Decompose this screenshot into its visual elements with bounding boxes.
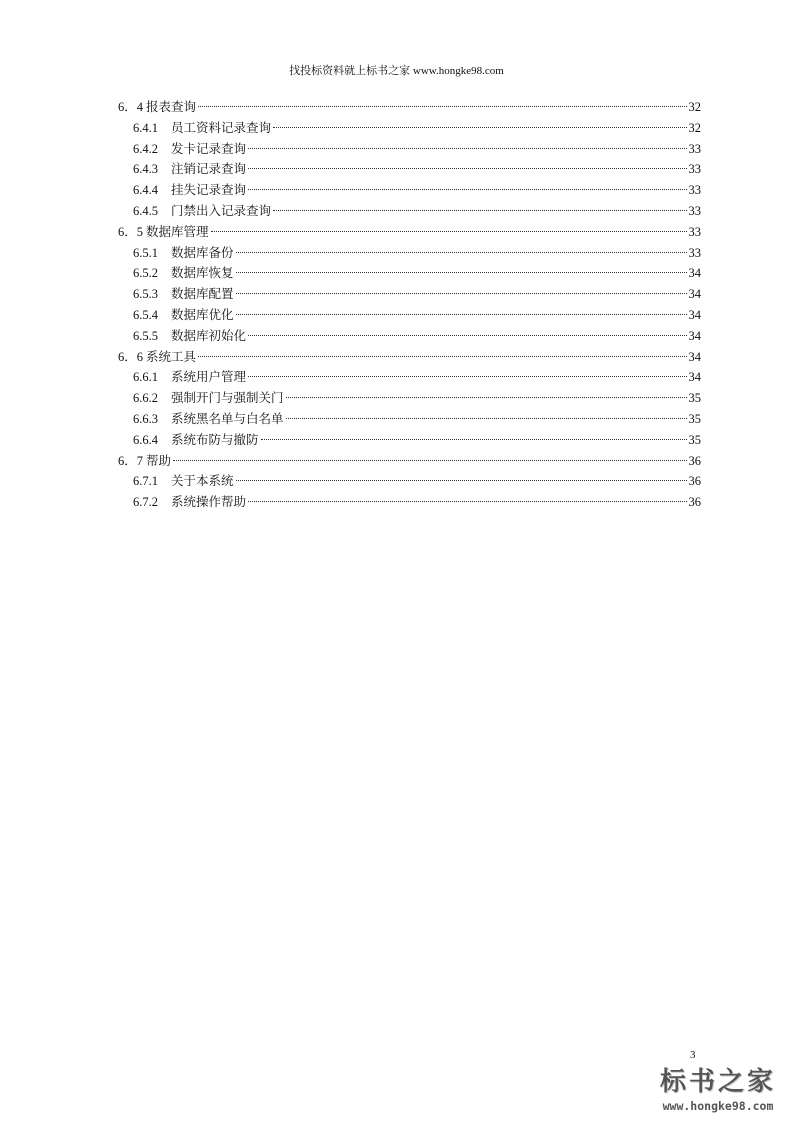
toc-entry-title: 系统布防与撤防 (171, 431, 259, 447)
toc-entry-title: 发卡记录查询 (171, 140, 247, 156)
toc-dot-leader (248, 375, 686, 377)
toc-entry-title: 系统黑名单与白名单 (171, 410, 284, 426)
toc-dot-leader (198, 105, 686, 107)
toc-entry-number: 6.5.4 (133, 307, 158, 322)
toc-entry-number: 6．7 (118, 453, 144, 468)
toc-entry[interactable] (118, 180, 701, 201)
toc-entry-title: 关于本系统 (171, 473, 234, 489)
toc-entry-page: 36 (688, 495, 701, 510)
header-note: 找投标资料就上标书之家 www.hongke98.com (289, 65, 504, 77)
toc-entry-page: 36 (688, 453, 701, 468)
toc-entry-number: 6.5.2 (133, 266, 158, 281)
toc-entry-number: 6.4.2 (133, 141, 158, 156)
toc-entry-page: 33 (688, 245, 701, 260)
toc-entry-title: 数据库配置 (171, 286, 234, 302)
toc-entry-title: 数据库初始化 (171, 327, 247, 343)
toc-entry-number: 6.5.3 (133, 287, 158, 302)
toc-dot-leader (236, 251, 687, 253)
toc-entry-number: 6.4.1 (133, 120, 158, 135)
toc-dot-leader (248, 334, 686, 336)
toc-entry-page: 33 (688, 183, 701, 198)
toc-entry-page: 35 (688, 411, 701, 426)
toc-entry[interactable] (118, 388, 701, 409)
toc-dot-leader (248, 167, 686, 169)
toc-entry-number: 6.7.1 (133, 474, 158, 489)
toc-dot-leader (286, 396, 687, 398)
toc-entry-page: 34 (688, 307, 701, 322)
toc-dot-leader (236, 479, 687, 481)
toc-entry[interactable] (118, 243, 701, 264)
toc-entry-page: 34 (688, 370, 701, 385)
toc-dot-leader (211, 230, 687, 232)
toc-entry-title: 帮助 (146, 452, 172, 468)
toc-entry-title: 数据库管理 (146, 223, 209, 239)
toc-entry-page: 35 (688, 432, 701, 447)
toc-dot-leader (236, 271, 687, 273)
toc-entry[interactable] (118, 201, 701, 222)
toc-entry-page: 34 (688, 266, 701, 281)
toc-entry-number: 6.7.2 (133, 495, 158, 510)
toc-entry[interactable] (118, 284, 701, 305)
toc-entry-number: 6.4.3 (133, 162, 158, 177)
toc-entry[interactable] (118, 367, 701, 388)
toc-entry-title: 门禁出入记录查询 (171, 202, 272, 218)
toc-dot-leader (248, 188, 686, 190)
toc-entry-number: 6.6.2 (133, 391, 158, 406)
toc-entry-page: 32 (688, 100, 701, 114)
watermark-logo (643, 1066, 793, 1122)
watermark-title: 标书之家 (659, 1067, 776, 1097)
toc-dot-leader (198, 355, 686, 357)
toc-entry-title: 注销记录查询 (171, 161, 247, 177)
toc-entry[interactable] (118, 305, 701, 326)
toc-entry-page: 33 (688, 203, 701, 218)
toc-entry-page: 36 (688, 474, 701, 489)
toc-entry-number: 6.6.4 (133, 432, 158, 447)
toc-entry-page: 34 (688, 328, 701, 343)
toc-entry-number: 6.6.1 (133, 370, 158, 385)
toc-entry[interactable] (118, 430, 701, 451)
toc-entry[interactable] (118, 347, 701, 368)
page-number: 3 (690, 1049, 696, 1061)
toc-entry-title: 数据库备份 (171, 244, 234, 260)
toc-dot-leader (248, 500, 686, 502)
toc-entry[interactable] (118, 409, 701, 430)
toc-entry[interactable] (118, 451, 701, 472)
toc-entry-page: 33 (688, 162, 701, 177)
toc-entry-page: 35 (688, 391, 701, 406)
toc-entry[interactable] (118, 263, 701, 284)
toc-entry-page: 32 (688, 120, 701, 135)
toc-entry-number: 6.6.3 (133, 411, 158, 426)
watermark-url: www.hongke98.com (662, 1099, 774, 1113)
toc-dot-leader (286, 417, 687, 419)
toc-entry-number: 6．5 (118, 224, 144, 239)
toc-entry-title: 系统工具 (146, 348, 197, 364)
toc-entry-page: 34 (688, 287, 701, 302)
toc-entry-title: 挂失记录查询 (171, 182, 247, 198)
toc-entry-title: 系统用户管理 (171, 369, 247, 385)
toc-dot-leader (173, 459, 686, 461)
toc-dot-leader (236, 313, 687, 315)
toc-entry-number: 6．6 (118, 349, 144, 364)
toc-dot-leader (273, 209, 686, 211)
toc-entry-number: 6．4 (118, 100, 144, 114)
toc-entry-title: 系统操作帮助 (171, 494, 247, 510)
toc-entry-page: 34 (688, 349, 701, 364)
toc-entry[interactable] (118, 492, 701, 513)
toc-entry-title: 数据库恢复 (171, 265, 234, 281)
toc-entry[interactable] (118, 326, 701, 347)
toc-entry-title: 数据库优化 (171, 306, 234, 322)
toc-entry-page: 33 (688, 224, 701, 239)
toc-entry[interactable] (118, 159, 701, 180)
toc-entry-title: 报表查询 (146, 99, 197, 114)
toc-entry[interactable] (118, 139, 701, 160)
toc-entry-title: 强制开门与强制关门 (171, 390, 284, 406)
toc-entry-page: 33 (688, 141, 701, 156)
toc-entry[interactable] (118, 97, 701, 118)
toc-dot-leader (261, 438, 687, 440)
toc-entry-title: 员工资料记录查询 (171, 119, 272, 135)
toc-dot-leader (273, 126, 686, 128)
toc-entry-number: 6.5.5 (133, 328, 158, 343)
toc-entry-number: 6.5.1 (133, 245, 158, 260)
table-of-contents (118, 97, 701, 513)
toc-entry-number: 6.4.4 (133, 183, 158, 198)
toc-entry[interactable] (118, 118, 701, 139)
toc-entry[interactable] (118, 471, 701, 492)
toc-entry[interactable] (118, 222, 701, 243)
toc-dot-leader (248, 147, 686, 149)
toc-dot-leader (236, 292, 687, 294)
toc-entry-number: 6.4.5 (133, 203, 158, 218)
